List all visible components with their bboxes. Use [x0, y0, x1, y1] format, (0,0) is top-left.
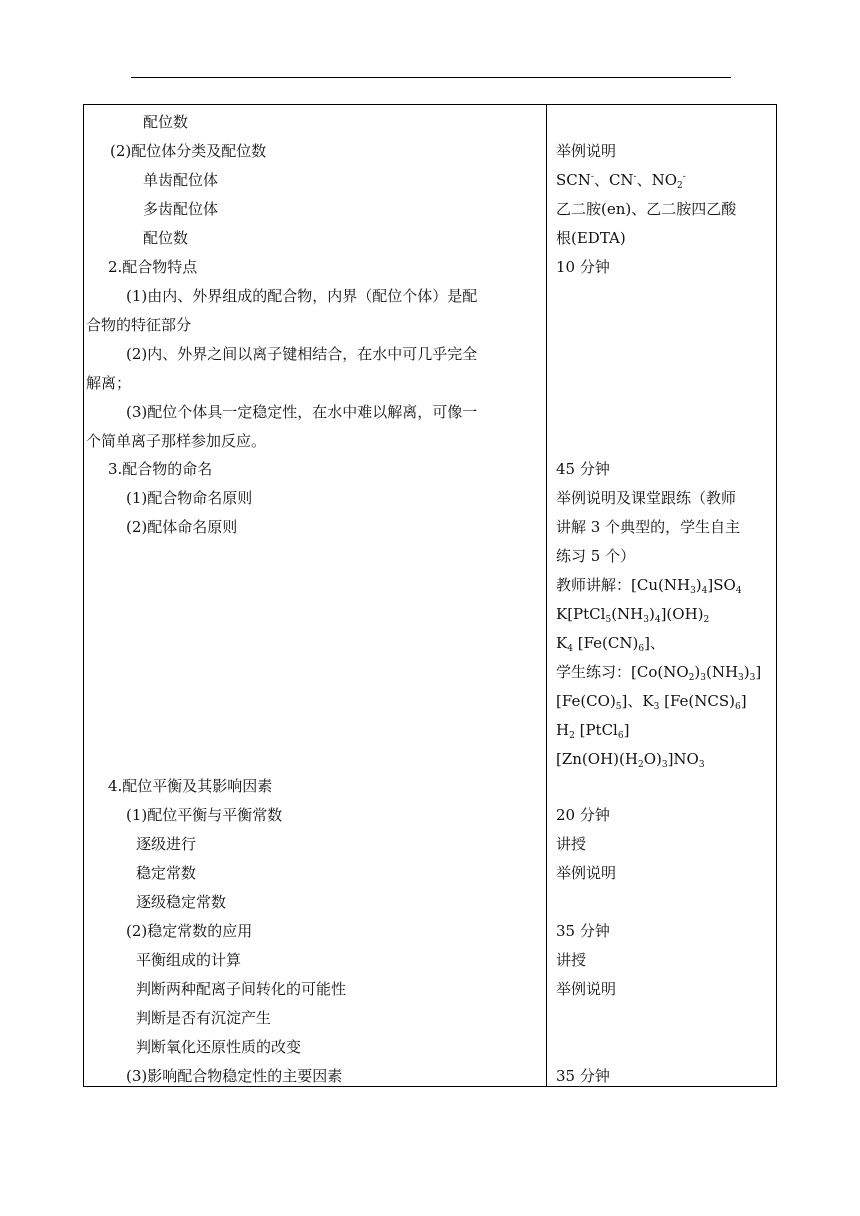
left-line: 合物的特征部分	[86, 316, 192, 334]
left-line: (2)配体命名原则	[126, 518, 238, 536]
left-line: (1)配合物命名原则	[126, 489, 253, 507]
duration-text: 35 分钟	[556, 922, 610, 940]
header-rule	[131, 77, 731, 78]
right-line: 乙二胺(en)、乙二胺四乙酸	[556, 200, 737, 218]
left-line: 配位数	[143, 229, 189, 247]
left-line: (1)配位平衡与平衡常数	[126, 806, 283, 824]
formula-line: $[Fe(CO)_5]$、$K_3$ $[Fe(NCS)_6]$	[556, 692, 747, 712]
left-line: 单齿配位体	[143, 171, 219, 189]
duration-text: 10 分钟	[556, 258, 610, 276]
section-heading: 4.配位平衡及其影响因素	[108, 777, 273, 795]
left-line: (3)影响配合物稳定性的主要因素	[126, 1067, 343, 1085]
right-line: 举例说明	[556, 142, 617, 160]
formula-line: 学生练习：$[Co(NO_2)_3(NH_3)_3]$	[556, 663, 762, 683]
formula-line: $H_2$ [PtCl$_6$]	[556, 721, 630, 741]
section-heading: 2.配合物特点	[108, 258, 198, 276]
right-line: 练习 5 个）	[556, 547, 636, 565]
right-line: 讲解 3 个典型的，学生自主	[556, 518, 741, 536]
formula-line: 教师讲解：$[Cu(NH_3)_4]SO_4$	[556, 576, 742, 596]
formula-line: $[Zn(OH)(H_2O)_3]NO_3$	[556, 750, 705, 770]
ligand-examples: SCN-、CN-、$NO_2^-$	[556, 171, 686, 191]
left-line: 稳定常数	[136, 864, 197, 882]
left-line: 判断两种配离子间转化的可能性	[136, 980, 347, 998]
left-line: 逐级进行	[136, 835, 197, 853]
duration-text: 35 分钟	[556, 1067, 610, 1085]
left-line: 配位数	[143, 113, 189, 131]
right-line: 讲授	[556, 951, 587, 969]
left-line: (2)配位体分类及配位数	[110, 142, 267, 160]
left-line: 判断是否有沉淀产生	[136, 1009, 272, 1027]
left-line: 判断氧化还原性质的改变	[136, 1038, 302, 1056]
duration-text: 20 分钟	[556, 806, 610, 824]
right-line: 根(EDTA)	[556, 229, 626, 247]
left-line: (3)配位个体具一定稳定性，在水中难以解离，可像一	[126, 403, 478, 421]
formula-line: $K_4$ $[Fe(CN)_6]$、	[556, 634, 665, 654]
left-line: (1)由内、外界组成的配合物，内界（配位个体）是配	[126, 287, 478, 305]
right-line: 举例说明及课堂跟练（教师	[556, 489, 737, 507]
left-line: 解离；	[86, 374, 132, 392]
right-line: 讲授	[556, 835, 587, 853]
left-line: 个简单离子那样参加反应。	[86, 432, 267, 450]
left-line: (2)内、外界之间以离子键相结合，在水中可几乎完全	[126, 345, 478, 363]
left-line: 多齿配位体	[143, 200, 219, 218]
formula-line: $K[PtCl_5(NH_3)_4](OH)_2$	[556, 605, 710, 625]
duration-text: 45 分钟	[556, 460, 610, 478]
column-divider	[546, 104, 547, 1087]
section-heading: 3.配合物的命名	[108, 460, 213, 478]
left-line: 逐级稳定常数	[136, 893, 227, 911]
left-line: (2)稳定常数的应用	[126, 922, 253, 940]
right-line: 举例说明	[556, 980, 617, 998]
left-line: 平衡组成的计算	[136, 951, 242, 969]
right-line: 举例说明	[556, 864, 617, 882]
